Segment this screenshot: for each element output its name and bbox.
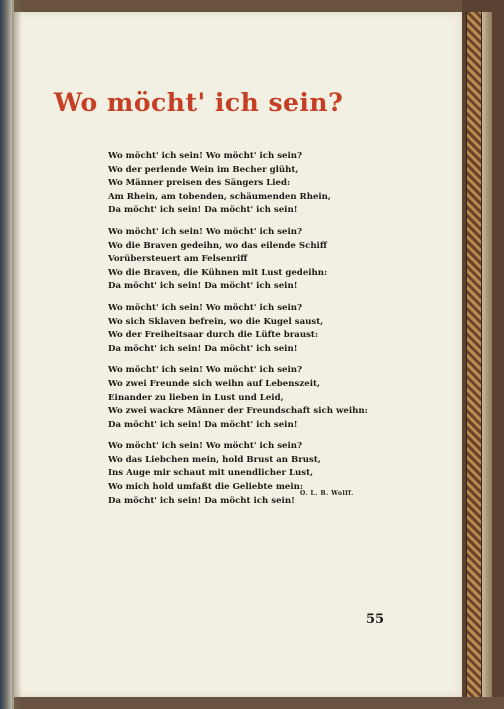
page-stack-edge [482, 12, 492, 697]
poem-line: Da möcht' ich sein! Da möcht' ich sein! [108, 205, 298, 216]
poem-line: Wo der perlende Wein im Becher glüht, [108, 164, 299, 175]
stanza [108, 364, 368, 432]
poem-line: Wo zwei wackre Männer der Freundschaft sich weihn: [108, 406, 368, 417]
poem-line: Wo das Liebchen mein, hold Brust an Brust, [108, 454, 321, 465]
poem-line: Wo sich Sklaven befrein, wo die Kugel saust, [108, 316, 324, 327]
poem-line: Einander zu lieben in Lust und Leid, [108, 392, 284, 403]
poem-line: Wo zwei Freunde sich weihn auf Lebenszeit, [108, 378, 320, 389]
stanza [108, 440, 360, 508]
stanza [108, 302, 360, 356]
poem-line: Wo möcht' ich sein! Wo möcht' ich sein? [108, 441, 303, 452]
stanza [108, 150, 360, 218]
decorative-border [466, 12, 482, 697]
poem-line: Da möcht' ich sein! Da möcht ich sein! [108, 495, 295, 506]
poem-line: Da möcht' ich sein! Da möcht' ich sein! [108, 281, 298, 292]
poem-line: Wo Männer preisen des Sängers Lied: [108, 178, 291, 189]
poem-line: Wo möcht' ich sein! Wo möcht' ich sein? [108, 226, 303, 237]
poem-line: Wo die Braven, die Kühnen mit Lust gedeihn: [108, 267, 328, 278]
poem-line: Wo möcht' ich sein! Wo möcht' ich sein? [108, 365, 303, 376]
poem-line: Ins Auge mir schaut mit unendlicher Lust, [108, 468, 314, 479]
poem-line: Da möcht' ich sein! Da möcht' ich sein! [108, 419, 298, 430]
poem-line: Wo mich hold umfaßt die Geliebte mein: [108, 482, 304, 493]
author-attribution: O. L. B. Wolff. [300, 490, 354, 497]
book-bottom-edge [14, 697, 504, 709]
poem-line: Am Rhein, am tobenden, schäumenden Rhein, [108, 191, 331, 202]
poem-line: Wo möcht' ich sein! Wo möcht' ich sein? [108, 302, 303, 313]
page-number: 55 [366, 612, 385, 627]
poem-line: Wo der Freiheitsaar durch die Lüfte braust: [108, 330, 319, 341]
stanza [108, 226, 360, 294]
spine-shadow [12, 0, 22, 709]
poem-body [108, 150, 368, 516]
poem-line: Vorübersteuert am Felsenriff [108, 254, 248, 265]
poem-line: Da möcht' ich sein! Da möcht' ich sein! [108, 343, 298, 354]
poem-line: Wo möcht' ich sein! Wo möcht' ich sein? [108, 151, 303, 161]
poem-title: Wo möcht' ich sein? [54, 88, 344, 117]
book-top-edge [14, 0, 504, 12]
poem-line: Wo die Braven gedeihn, wo das eilende Schiff [108, 240, 327, 251]
